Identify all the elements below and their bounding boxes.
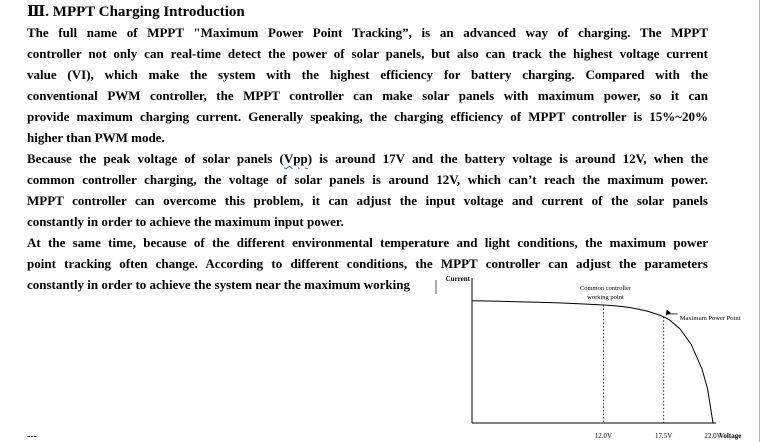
paragraph-peak-voltage [27,148,708,232]
y-axis-label: Current [445,275,470,283]
annotation-label: working point [587,294,624,301]
annotation-label: Maximum Power Point [679,315,741,322]
text-line: common controller charging, the voltage of solar panels is around 12V, which can’t reach the maximum power. [27,172,708,187]
text-line [27,148,708,169]
text-line: provide maximum charging current. Generally speaking, the charging efficiency of MPPT controller is 15%~20% [27,109,708,124]
text-line: value (VI), which make the system with the highest efficiency for battery charging. Compared with the [27,67,708,82]
text-line: constantly in order to achieve the maximum input power. [27,214,344,229]
text-line: constantly in order to achieve the system near the maximum working [27,277,410,292]
text-line: point tracking often change. According to different conditions, the MPPT controller can adjust the parameters [27,256,708,271]
spellcheck-underlined-term: Vpp [283,151,308,166]
x-tick-label: 12.0V [594,432,613,440]
text-fragment: Because the peak voltage of solar panels ( [27,151,284,166]
text-line: At the same time, because of the different environmental temperature and light conditions, the maximum power [27,235,708,250]
text-line: higher than PWM mode. [27,130,165,145]
x-tick-label: 17.5V [655,432,673,440]
section-title: . MPPT Charging Introduction [45,4,245,20]
paragraph-mppt-definition [27,22,708,148]
x-tick-label: 22.0V [704,432,722,440]
page-edge-rule [759,0,760,442]
section-number: Ⅲ [27,4,46,20]
iv-curve-chart [436,275,742,442]
text-line: The full name of MPPT "Maximum Power Point Tracking”, is an advanced way of charging. The MPPT [27,25,708,40]
text-fragment: ) is around 17V and the battery voltage is around 12V, when the [307,151,708,166]
section-heading [27,3,245,21]
footer-mark: --- [27,431,37,442]
annotation-label: Common controller [579,285,632,292]
text-line: conventional PWM controller, the MPPT controller can make solar panels with maximum power, so it can [27,88,708,103]
text-line: MPPT controller can overcome this problem, it can adjust the input voltage and current of the solar panels [27,193,708,208]
text-line: controller not only can real-time detect the power of solar panels, but also can track the highest voltage current [27,46,708,61]
x-axis-label: Voltage [719,432,742,440]
